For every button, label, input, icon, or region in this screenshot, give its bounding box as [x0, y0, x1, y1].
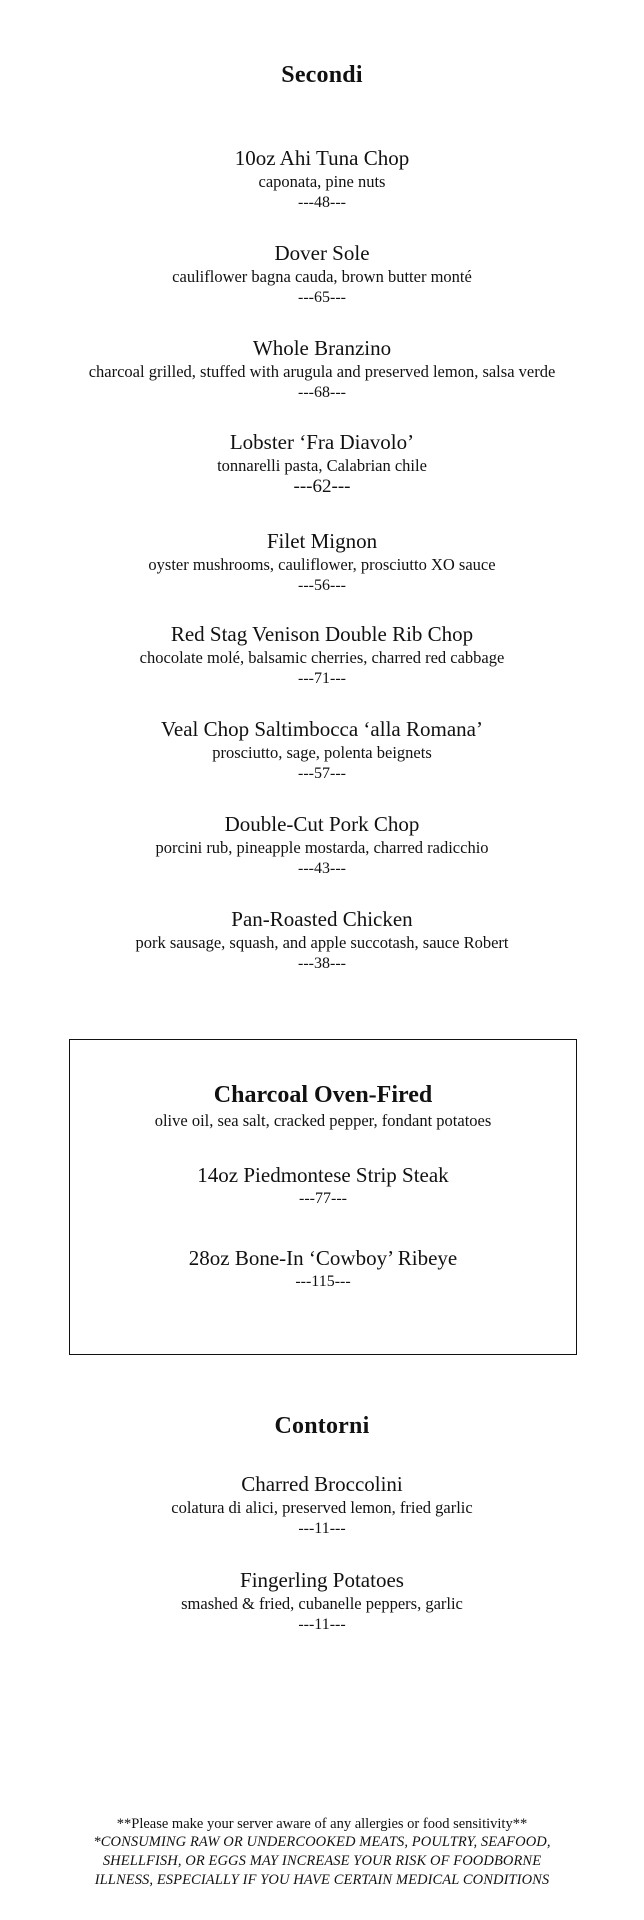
menu-item-name: Double-Cut Pork Chop	[224, 812, 420, 836]
menu-item	[0, 240, 644, 308]
consumption-warning-line: SHELLFISH, OR EGGS MAY INCREASE YOUR RISK OF FOODBORNE	[102, 1853, 542, 1869]
menu-item	[0, 1471, 644, 1539]
menu-item	[0, 528, 644, 596]
menu-item-name: Lobster ‘Fra Diavolo’	[229, 430, 415, 454]
charcoal-oven-box	[69, 1039, 577, 1355]
menu-item	[70, 1245, 576, 1292]
menu-item-name: 28oz Bone-In ‘Cowboy’ Ribeye	[188, 1246, 458, 1270]
menu-item-description: tonnarelli pasta, Calabrian chile	[217, 456, 427, 475]
menu-item-name: 14oz Piedmontese Strip Steak	[197, 1163, 449, 1187]
menu-item-name: Pan-Roasted Chicken	[231, 907, 413, 931]
menu-item-price: ---77---	[299, 1190, 347, 1207]
menu-item	[0, 716, 644, 784]
menu-item-description: pork sausage, squash, and apple succotash, sauce Robert	[135, 933, 509, 952]
consumption-warning-line: *CONSUMING RAW OR UNDERCOOKED MEATS, POULTRY, SEAFOOD,	[93, 1834, 551, 1850]
menu-item-description: porcini rub, pineapple mostarda, charred radicchio	[155, 838, 489, 857]
menu-item-description: caponata, pine nuts	[258, 172, 386, 191]
footer-notice	[0, 1815, 644, 1890]
allergy-note: **Please make your server aware of any allergies or food sensitivity**	[116, 1816, 528, 1832]
menu-item-price: ---62---	[293, 476, 351, 497]
menu-item-name: Dover Sole	[274, 241, 370, 265]
section-title-secondi: Secondi	[281, 62, 363, 88]
menu-item-name: 10oz Ahi Tuna Chop	[234, 146, 410, 170]
menu-item-price: ---57---	[298, 765, 346, 782]
menu-item	[0, 621, 644, 689]
menu-item	[0, 429, 644, 497]
menu-item-description: colatura di alici, preserved lemon, fried garlic	[171, 1498, 473, 1517]
menu-item	[0, 335, 644, 403]
charcoal-subtitle: olive oil, sea salt, cracked pepper, fondant potatoes	[154, 1111, 492, 1130]
menu-item-price: ---71---	[298, 670, 346, 687]
menu-item	[0, 906, 644, 974]
menu-item	[0, 811, 644, 879]
menu-item-name: Charred Broccolini	[241, 1472, 403, 1496]
menu-item	[70, 1162, 576, 1209]
menu-item-name: Veal Chop Saltimbocca ‘alla Romana’	[161, 717, 483, 741]
menu-item-name: Fingerling Potatoes	[240, 1568, 404, 1592]
menu-item-price: ---56---	[298, 577, 346, 594]
charcoal-header	[70, 1080, 576, 1131]
menu-item-price: ---11---	[298, 1616, 346, 1633]
menu-item-price: ---115---	[295, 1273, 351, 1290]
menu-item-description: smashed & fried, cubanelle peppers, garlic	[181, 1594, 463, 1613]
menu-item-price: ---11---	[298, 1520, 346, 1537]
menu-item	[0, 145, 644, 213]
menu-item-price: ---65---	[298, 289, 346, 306]
menu-item-price: ---68---	[298, 384, 346, 401]
menu-item-price: ---43---	[298, 860, 346, 877]
menu-item-description: cauliflower bagna cauda, brown butter monté	[172, 267, 472, 286]
section-title-contorni: Contorni	[274, 1413, 370, 1439]
menu-item-name: Filet Mignon	[266, 529, 378, 553]
menu-item-name: Red Stag Venison Double Rib Chop	[170, 622, 474, 646]
menu-item	[0, 1567, 644, 1635]
consumption-warning-line: ILLNESS, ESPECIALLY IF YOU HAVE CERTAIN MEDICAL CONDITIONS	[94, 1872, 550, 1888]
menu-item-description: oyster mushrooms, cauliflower, prosciutto XO sauce	[148, 555, 496, 574]
menu-item-description: chocolate molé, balsamic cherries, charred red cabbage	[139, 648, 505, 667]
menu-item-description: prosciutto, sage, polenta beignets	[212, 743, 432, 762]
menu-item-price: ---38---	[298, 955, 346, 972]
menu-item-name: Whole Branzino	[252, 336, 392, 360]
menu-item-price: ---48---	[298, 194, 346, 211]
menu-item-description: charcoal grilled, stuffed with arugula and preserved lemon, salsa verde	[88, 362, 556, 381]
section-title-charcoal: Charcoal Oven-Fired	[213, 1082, 433, 1108]
